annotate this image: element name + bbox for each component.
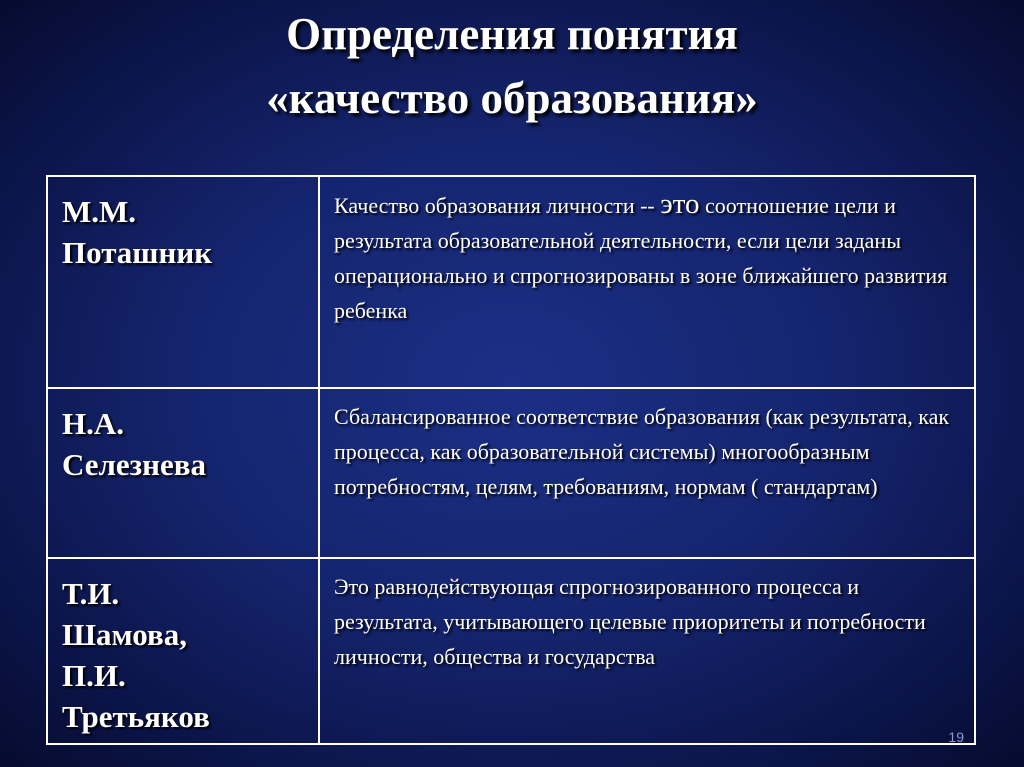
table-row bbox=[47, 176, 975, 388]
slide-title-line-2: «качество образования» bbox=[266, 73, 758, 123]
author-initials: М.М. bbox=[62, 194, 137, 229]
author-cell bbox=[47, 558, 319, 744]
table-row bbox=[47, 388, 975, 558]
author-initials: Н.А. bbox=[62, 406, 124, 441]
author-1-surname: Шамова, bbox=[62, 617, 187, 652]
definition-cell bbox=[319, 176, 975, 388]
definition-cell bbox=[319, 388, 975, 558]
author-2-initials: П.И. bbox=[62, 658, 126, 693]
definition-text: Сбалансированное соответствие образования (как результата, как процесса, как образовательной системы) многообразным потребностям, целям, требованиям, нормам ( стандартам) bbox=[334, 404, 950, 499]
author-1-initials: Т.И. bbox=[62, 576, 120, 611]
definition-text-start: Качество образования личности -- bbox=[334, 193, 661, 218]
definition-text-rest: соотношение цели и результата образовательной деятельности, если цели заданы операционально и спрогнозированы в зоне ближайшего развития ребенка bbox=[334, 193, 948, 323]
definitions-table bbox=[46, 175, 976, 745]
page-number: 19 bbox=[948, 729, 964, 745]
definition-cell bbox=[319, 558, 975, 744]
author-cell bbox=[47, 176, 319, 388]
author-surname: Поташник bbox=[62, 235, 213, 270]
author-cell bbox=[47, 388, 319, 558]
author-2-surname: Третьяков bbox=[62, 699, 210, 734]
definition-text: Это равнодействующая спрогнозированного процесса и результата, учитывающего целевые приоритеты и потребности личности, общества и государства bbox=[334, 574, 926, 669]
author-surname: Селезнева bbox=[62, 447, 206, 482]
definition-emphasis-word: это bbox=[660, 188, 700, 220]
slide-title-line-1: Определения понятия bbox=[286, 9, 738, 59]
slide-title bbox=[0, 2, 1024, 130]
table-row bbox=[47, 558, 975, 744]
